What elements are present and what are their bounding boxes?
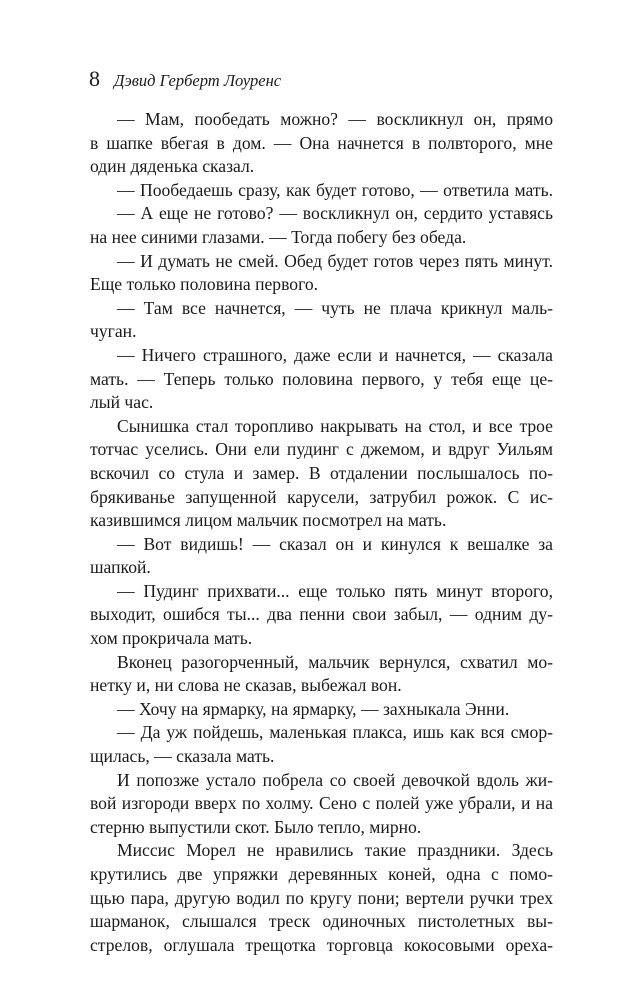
text-line: — Мам, пообедать можно? — воскликнул он, прямо (117, 109, 553, 129)
text-line: шарманок, слышался треск одиночных пистолетных вы- (90, 911, 553, 932)
text-line: шапкой. (90, 557, 151, 578)
text-line: тотчас уселись. Они ели пудинг с джемом, и вдруг Уильям (90, 439, 553, 460)
text-line: нетку и, ни слова не сказав, выбежал вон. (90, 675, 402, 696)
text-line: — Пудинг прихвати... еще только пять минут второго, (117, 580, 553, 601)
body-text (90, 108, 553, 957)
text-line: лый час. (90, 392, 154, 413)
text-line: хом прокричала мать. (90, 628, 253, 649)
text-line: Вконец разогорченный, мальчик вернулся, схватил мо- (117, 651, 553, 672)
text-line: крутились две упряжки деревянных коней, одна с помо- (90, 864, 553, 884)
text-line: мать. — Теперь только половина первого, у тебя еще це- (90, 368, 553, 389)
text-line: брякиванье запущенной карусели, затрубил рожок. С ис- (90, 486, 553, 507)
text-line: — Хочу на ярмарку, на ярмарку, — захныкала Энни. (117, 698, 510, 719)
text-line: И попозже устало побрела со своей девочкой вдоль жи- (117, 769, 553, 790)
text-line: — Там все начнется, — чуть не плача крикнул маль- (117, 297, 553, 318)
text-line: на нее синими глазами. — Тогда побегу без обеда. (90, 226, 467, 247)
page-number: 8 (89, 66, 100, 91)
text-line: — Вот видишь! — сказал он и кинулся к вешалке за (117, 533, 553, 554)
text-line: Еще только половина первого. (90, 274, 319, 295)
text-line: щилась, — сказала мать. (90, 746, 275, 767)
text-line: в шапке вбегая в дом. — Она начнется в полвторого, мне (90, 132, 553, 153)
text-line: выходит, ошибся ты... два пенни свои забыл, — одним ду- (90, 604, 553, 625)
text-line: — Пообедаешь сразу, как будет готово, — ответила мать. (117, 179, 553, 200)
text-line: — Ничего страшного, даже если и начнется, — сказала (117, 344, 553, 365)
text-line: Миссис Морел не нравились такие праздники. Здесь (117, 840, 553, 861)
text-line: — А еще не готово? — воскликнул он, сердито уставясь (117, 203, 553, 224)
text-line: вскочил со стула и замер. В отдалении послышалось по- (90, 462, 553, 483)
text-line: Сынишка стал торопливо накрывать на стол, и все трое (117, 415, 553, 436)
running-header (89, 66, 281, 96)
text-line: стерню выпустили скот. Было тепло, мирно. (90, 816, 422, 837)
running-title: Дэвид Герберт Лоуренс (114, 71, 282, 90)
text-line: чуган. (90, 321, 137, 342)
text-line: казившимся лицом мальчик посмотрел на мать. (90, 510, 447, 531)
text-line: один дяденька сказал. (90, 156, 255, 177)
text-line: — И думать не смей. Обед будет готов через пять минут. (117, 250, 553, 271)
text-line: щью пара, другую водил по кругу пони; вертели ручки трех (90, 887, 553, 908)
text-line: — Да уж пойдешь, маленькая плакса, ишь как вся смор- (117, 722, 553, 743)
text-line: вой изгороди вверх по холму. Сено с полей уже убрали, и на (90, 793, 553, 814)
text-line: стрелов, оглушала трещотка торговца кокосовыми ореха- (90, 934, 553, 955)
